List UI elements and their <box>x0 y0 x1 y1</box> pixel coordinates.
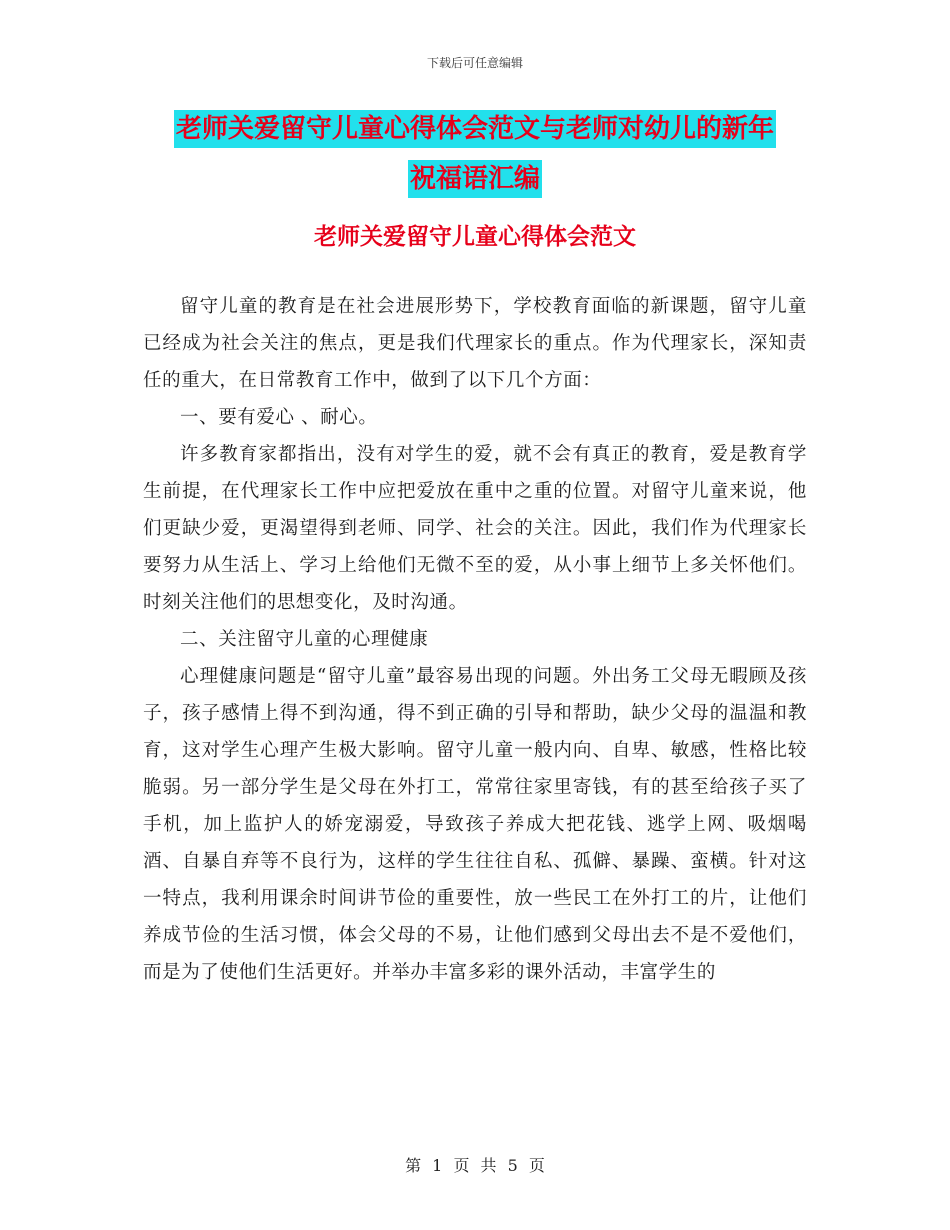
page-footer: 第 1 页 共 5 页 <box>405 1156 545 1175</box>
paragraph-mental-health: 心理健康问题是“留守儿童”最容易出现的问题。外出务工父母无暇顾及孩子，孩子感情上得不到沟通，得不到正确的引导和帮助，缺少父母的温温和教育，这对学生心理产生极大影响。留守儿童一般内向、自卑、敏感，性格比较脆弱。另一部分学生是父母在外打工，常常往家里寄钱，有的甚至给孩子买了手机，加上监护人的娇宠溺爱，导致孩子养成大把花钱、逃学上网、吸烟喝酒、自暴自弃等不良行为，这样的学生往往自私、孤僻、暴躁、蛮横。针对这一特点，我利用课余时间讲节俭的重要性，放一些民工在外打工的片，让他们养成节俭的生活习惯，体会父母的不易，让他们感到父母出去不是不爱他们，而是为了使他们生活更好。并举办丰富多彩的课外活动，丰富学生的 <box>143 666 807 983</box>
document-title <box>0 110 950 210</box>
subheading-1: 一、要有爱心 、耐心。 <box>180 407 378 428</box>
title-line-2: 祝福语汇编 <box>408 160 542 198</box>
title-line-1: 老师关爱留守儿童心得体会范文与老师对幼儿的新年 <box>174 110 776 148</box>
body-text <box>143 288 807 991</box>
header-note: 下载后可任意编辑 <box>426 56 523 70</box>
subheading-2: 二、关注留守儿童的心理健康 <box>180 629 429 650</box>
section-heading: 老师关爱留守儿童心得体会范文 <box>314 224 636 250</box>
paragraph-love: 许多教育家都指出，没有对学生的爱，就不会有真正的教育，爱是教育学生前提，在代理家长工作中应把爱放在重中之重的位置。对留守儿童来说，他们更缺少爱，更渴望得到老师、同学、社会的关注。因此，我们作为代理家长要努力从生活上、学习上给他们无微不至的爱，从小事上细节上多关怀他们。时刻关注他们的思想变化，及时沟通。 <box>143 444 807 613</box>
paragraph-intro: 留守儿童的教育是在社会进展形势下，学校教育面临的新课题，留守儿童已经成为社会关注的焦点，更是我们代理家长的重点。作为代理家长，深知责任的重大，在日常教育工作中，做到了以下几个方面： <box>143 296 807 391</box>
